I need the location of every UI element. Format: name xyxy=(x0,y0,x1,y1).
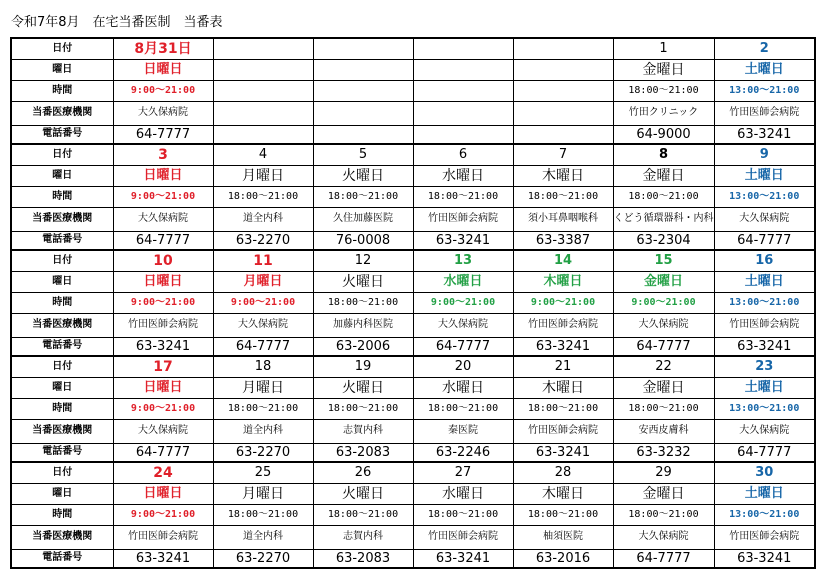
row-label-weekday: 曜日 xyxy=(11,377,113,398)
cell-time: 9:00～21:00 xyxy=(613,292,714,313)
row-label-phone: 電話番号 xyxy=(11,231,113,250)
cell-time: 18:00～21:00 xyxy=(413,398,513,419)
row-label-time: 時間 xyxy=(11,80,113,101)
cell-date: 18 xyxy=(213,356,313,377)
cell-hospital: 竹田医師会病院 xyxy=(413,207,513,231)
cell-date: 25 xyxy=(213,462,313,483)
cell-phone: 64-7777 xyxy=(213,337,313,356)
cell-time xyxy=(213,80,313,101)
cell-hospital: 大久保病院 xyxy=(714,419,815,443)
row-label-weekday: 曜日 xyxy=(11,165,113,186)
cell-hospital: 大久保病院 xyxy=(113,101,213,125)
cell-phone: 63-3241 xyxy=(413,231,513,250)
cell-hospital: 竹田クリニック xyxy=(613,101,714,125)
cell-date xyxy=(413,38,513,59)
row-label-date: 日付 xyxy=(11,356,113,377)
cell-time: 9:00～21:00 xyxy=(513,292,613,313)
week-3-date-row xyxy=(11,250,815,271)
cell-hospital: 竹田医師会病院 xyxy=(113,525,213,549)
cell-weekday: 木曜日 xyxy=(513,165,613,186)
cell-phone xyxy=(513,125,613,144)
cell-time: 18:00～21:00 xyxy=(213,504,313,525)
cell-phone: 64-7777 xyxy=(613,549,714,568)
week-4-hospital-row xyxy=(11,419,815,443)
week-2-date-row xyxy=(11,144,815,165)
week-5-date-row xyxy=(11,462,815,483)
cell-weekday: 金曜日 xyxy=(613,377,714,398)
cell-hospital: 道全内科 xyxy=(213,419,313,443)
cell-time: 9:00～21:00 xyxy=(113,80,213,101)
cell-time: 18:00～21:00 xyxy=(613,504,714,525)
cell-hospital: 竹田医師会病院 xyxy=(714,101,815,125)
week-2-time-row xyxy=(11,186,815,207)
week-2-weekday-row xyxy=(11,165,815,186)
week-3-hospital-row xyxy=(11,313,815,337)
week-2-hospital-row xyxy=(11,207,815,231)
cell-time xyxy=(413,80,513,101)
cell-time: 18:00～21:00 xyxy=(513,398,613,419)
week-4-date-row xyxy=(11,356,815,377)
row-label-time: 時間 xyxy=(11,186,113,207)
cell-phone xyxy=(313,125,413,144)
cell-weekday: 日曜日 xyxy=(113,271,213,292)
week-2-phone-row xyxy=(11,231,815,250)
cell-weekday: 木曜日 xyxy=(513,483,613,504)
cell-weekday: 火曜日 xyxy=(313,271,413,292)
row-label-hospital: 当番医療機関 xyxy=(11,525,113,549)
cell-phone: 63-3241 xyxy=(714,337,815,356)
cell-time: 9:00～21:00 xyxy=(113,504,213,525)
cell-phone: 63-3241 xyxy=(714,549,815,568)
week-4-weekday-row xyxy=(11,377,815,398)
cell-phone: 64-7777 xyxy=(714,443,815,462)
cell-hospital: 加藤内科医院 xyxy=(313,313,413,337)
cell-date: 3 xyxy=(113,144,213,165)
cell-weekday: 土曜日 xyxy=(714,377,815,398)
cell-time: 9:00～21:00 xyxy=(113,292,213,313)
cell-hospital: 須小耳鼻咽喉科 xyxy=(513,207,613,231)
cell-time: 18:00～21:00 xyxy=(413,186,513,207)
cell-date: 7 xyxy=(513,144,613,165)
cell-time: 13:00～21:00 xyxy=(714,80,815,101)
cell-phone: 63-3241 xyxy=(113,337,213,356)
cell-phone: 63-3241 xyxy=(714,125,815,144)
cell-hospital: くどう循環器科・内科 xyxy=(613,207,714,231)
cell-weekday: 金曜日 xyxy=(613,271,714,292)
row-label-weekday: 曜日 xyxy=(11,483,113,504)
cell-hospital: 大久保病院 xyxy=(213,313,313,337)
cell-hospital: 竹田医師会病院 xyxy=(513,313,613,337)
cell-date: 28 xyxy=(513,462,613,483)
cell-phone xyxy=(413,125,513,144)
cell-date: 24 xyxy=(113,462,213,483)
cell-time: 9:00～21:00 xyxy=(413,292,513,313)
cell-phone: 63-3232 xyxy=(613,443,714,462)
cell-weekday: 月曜日 xyxy=(213,165,313,186)
cell-hospital: 竹田医師会病院 xyxy=(113,313,213,337)
cell-weekday: 金曜日 xyxy=(613,59,714,80)
row-label-time: 時間 xyxy=(11,504,113,525)
row-label-hospital: 当番医療機関 xyxy=(11,419,113,443)
cell-hospital: 大久保病院 xyxy=(113,207,213,231)
cell-weekday: 火曜日 xyxy=(313,165,413,186)
cell-phone: 64-7777 xyxy=(413,337,513,356)
cell-date: 23 xyxy=(714,356,815,377)
cell-phone: 63-3387 xyxy=(513,231,613,250)
cell-time: 18:00～21:00 xyxy=(313,292,413,313)
cell-phone: 64-7777 xyxy=(613,337,714,356)
cell-date: 15 xyxy=(613,250,714,271)
cell-time: 18:00～21:00 xyxy=(613,80,714,101)
cell-date: 30 xyxy=(714,462,815,483)
cell-time: 18:00～21:00 xyxy=(213,186,313,207)
cell-time: 13:00～21:00 xyxy=(714,292,815,313)
week-3-time-row xyxy=(11,292,815,313)
cell-time: 18:00～21:00 xyxy=(513,504,613,525)
cell-weekday: 木曜日 xyxy=(513,271,613,292)
cell-date: 26 xyxy=(313,462,413,483)
cell-time: 13:00～21:00 xyxy=(714,186,815,207)
row-label-date: 日付 xyxy=(11,250,113,271)
row-label-weekday: 曜日 xyxy=(11,271,113,292)
cell-weekday: 土曜日 xyxy=(714,165,815,186)
cell-date: 13 xyxy=(413,250,513,271)
cell-weekday: 金曜日 xyxy=(613,165,714,186)
cell-hospital: 道全内科 xyxy=(213,207,313,231)
row-label-phone: 電話番号 xyxy=(11,443,113,462)
cell-hospital: 大久保病院 xyxy=(413,313,513,337)
cell-time: 18:00～21:00 xyxy=(613,186,714,207)
cell-date: 10 xyxy=(113,250,213,271)
cell-date: 16 xyxy=(714,250,815,271)
cell-date xyxy=(313,38,413,59)
cell-weekday xyxy=(413,59,513,80)
cell-date: 11 xyxy=(213,250,313,271)
row-label-phone: 電話番号 xyxy=(11,125,113,144)
cell-phone: 63-2270 xyxy=(213,231,313,250)
cell-hospital: 秦医院 xyxy=(413,419,513,443)
row-label-weekday: 曜日 xyxy=(11,59,113,80)
cell-hospital xyxy=(413,101,513,125)
cell-weekday: 月曜日 xyxy=(213,377,313,398)
cell-weekday: 月曜日 xyxy=(213,483,313,504)
cell-date: 8月31日 xyxy=(113,38,213,59)
cell-weekday: 日曜日 xyxy=(113,165,213,186)
cell-hospital: 大久保病院 xyxy=(113,419,213,443)
row-label-date: 日付 xyxy=(11,144,113,165)
row-label-hospital: 当番医療機関 xyxy=(11,313,113,337)
row-label-phone: 電話番号 xyxy=(11,337,113,356)
cell-phone: 63-3241 xyxy=(413,549,513,568)
row-label-date: 日付 xyxy=(11,462,113,483)
cell-hospital: 柚須医院 xyxy=(513,525,613,549)
cell-date: 4 xyxy=(213,144,313,165)
cell-weekday: 水曜日 xyxy=(413,271,513,292)
week-1-weekday-row xyxy=(11,59,815,80)
cell-time: 18:00～21:00 xyxy=(313,186,413,207)
week-5-hospital-row xyxy=(11,525,815,549)
cell-weekday: 土曜日 xyxy=(714,483,815,504)
week-5-weekday-row xyxy=(11,483,815,504)
week-1-date-row xyxy=(11,38,815,59)
cell-phone: 63-3241 xyxy=(113,549,213,568)
cell-time: 9:00～21:00 xyxy=(113,398,213,419)
cell-date: 29 xyxy=(613,462,714,483)
cell-time xyxy=(313,80,413,101)
row-label-date: 日付 xyxy=(11,38,113,59)
row-label-phone: 電話番号 xyxy=(11,549,113,568)
cell-date: 2 xyxy=(714,38,815,59)
cell-phone: 76-0008 xyxy=(313,231,413,250)
cell-hospital xyxy=(513,101,613,125)
cell-hospital: 竹田医師会病院 xyxy=(513,419,613,443)
cell-phone: 63-2246 xyxy=(413,443,513,462)
row-label-hospital: 当番医療機関 xyxy=(11,101,113,125)
cell-hospital: 道全内科 xyxy=(213,525,313,549)
cell-time: 18:00～21:00 xyxy=(513,186,613,207)
cell-weekday: 日曜日 xyxy=(113,377,213,398)
week-5-phone-row xyxy=(11,549,815,568)
cell-hospital: 竹田医師会病院 xyxy=(714,313,815,337)
cell-date: 22 xyxy=(613,356,714,377)
week-3-phone-row xyxy=(11,337,815,356)
cell-weekday: 土曜日 xyxy=(714,59,815,80)
cell-phone: 63-2016 xyxy=(513,549,613,568)
cell-phone: 63-3241 xyxy=(513,337,613,356)
cell-hospital: 竹田医師会病院 xyxy=(413,525,513,549)
row-label-time: 時間 xyxy=(11,398,113,419)
schedule-body xyxy=(11,38,815,568)
week-1-hospital-row xyxy=(11,101,815,125)
cell-time: 18:00～21:00 xyxy=(213,398,313,419)
cell-date: 14 xyxy=(513,250,613,271)
week-3-weekday-row xyxy=(11,271,815,292)
cell-weekday xyxy=(513,59,613,80)
cell-hospital: 志賀内科 xyxy=(313,525,413,549)
cell-hospital: 大久保病院 xyxy=(613,525,714,549)
cell-hospital xyxy=(313,101,413,125)
cell-phone: 63-2270 xyxy=(213,443,313,462)
cell-weekday: 火曜日 xyxy=(313,377,413,398)
cell-date xyxy=(513,38,613,59)
cell-weekday: 金曜日 xyxy=(613,483,714,504)
cell-date: 17 xyxy=(113,356,213,377)
cell-date: 27 xyxy=(413,462,513,483)
cell-time: 18:00～21:00 xyxy=(413,504,513,525)
cell-time: 13:00～21:00 xyxy=(714,398,815,419)
cell-date: 8 xyxy=(613,144,714,165)
cell-phone: 63-2304 xyxy=(613,231,714,250)
cell-hospital xyxy=(213,101,313,125)
cell-time: 13:00～21:00 xyxy=(714,504,815,525)
cell-date: 21 xyxy=(513,356,613,377)
cell-hospital: 久住加藤医院 xyxy=(313,207,413,231)
cell-date: 5 xyxy=(313,144,413,165)
cell-date: 20 xyxy=(413,356,513,377)
cell-phone: 63-2083 xyxy=(313,549,413,568)
cell-weekday: 日曜日 xyxy=(113,59,213,80)
cell-weekday: 月曜日 xyxy=(213,271,313,292)
cell-phone: 63-2006 xyxy=(313,337,413,356)
week-1-phone-row xyxy=(11,125,815,144)
cell-hospital: 志賀内科 xyxy=(313,419,413,443)
cell-phone: 63-2083 xyxy=(313,443,413,462)
cell-time: 18:00～21:00 xyxy=(313,398,413,419)
cell-phone: 64-7777 xyxy=(113,231,213,250)
cell-hospital: 安西皮膚科 xyxy=(613,419,714,443)
week-4-time-row xyxy=(11,398,815,419)
cell-time: 9:00～21:00 xyxy=(113,186,213,207)
cell-weekday xyxy=(213,59,313,80)
cell-phone: 64-7777 xyxy=(714,231,815,250)
cell-phone: 63-2270 xyxy=(213,549,313,568)
cell-weekday: 水曜日 xyxy=(413,165,513,186)
cell-weekday: 土曜日 xyxy=(714,271,815,292)
row-label-hospital: 当番医療機関 xyxy=(11,207,113,231)
cell-weekday: 水曜日 xyxy=(413,483,513,504)
cell-phone: 64-9000 xyxy=(613,125,714,144)
duty-schedule-table xyxy=(10,37,816,569)
row-label-time: 時間 xyxy=(11,292,113,313)
cell-hospital: 大久保病院 xyxy=(613,313,714,337)
cell-date: 12 xyxy=(313,250,413,271)
cell-hospital: 大久保病院 xyxy=(714,207,815,231)
cell-date xyxy=(213,38,313,59)
cell-date: 6 xyxy=(413,144,513,165)
cell-time xyxy=(513,80,613,101)
cell-phone: 63-3241 xyxy=(513,443,613,462)
week-1-time-row xyxy=(11,80,815,101)
cell-hospital: 竹田医師会病院 xyxy=(714,525,815,549)
cell-weekday: 水曜日 xyxy=(413,377,513,398)
cell-date: 19 xyxy=(313,356,413,377)
cell-phone: 64-7777 xyxy=(113,443,213,462)
cell-weekday xyxy=(313,59,413,80)
cell-time: 9:00～21:00 xyxy=(213,292,313,313)
week-5-time-row xyxy=(11,504,815,525)
cell-weekday: 火曜日 xyxy=(313,483,413,504)
cell-weekday: 木曜日 xyxy=(513,377,613,398)
cell-phone: 64-7777 xyxy=(113,125,213,144)
cell-weekday: 日曜日 xyxy=(113,483,213,504)
cell-date: 1 xyxy=(613,38,714,59)
cell-phone xyxy=(213,125,313,144)
week-4-phone-row xyxy=(11,443,815,462)
page-title: 令和7年8月 在宅当番医制 当番表 xyxy=(11,15,223,30)
cell-time: 18:00～21:00 xyxy=(313,504,413,525)
cell-date: 9 xyxy=(714,144,815,165)
cell-time: 18:00～21:00 xyxy=(613,398,714,419)
